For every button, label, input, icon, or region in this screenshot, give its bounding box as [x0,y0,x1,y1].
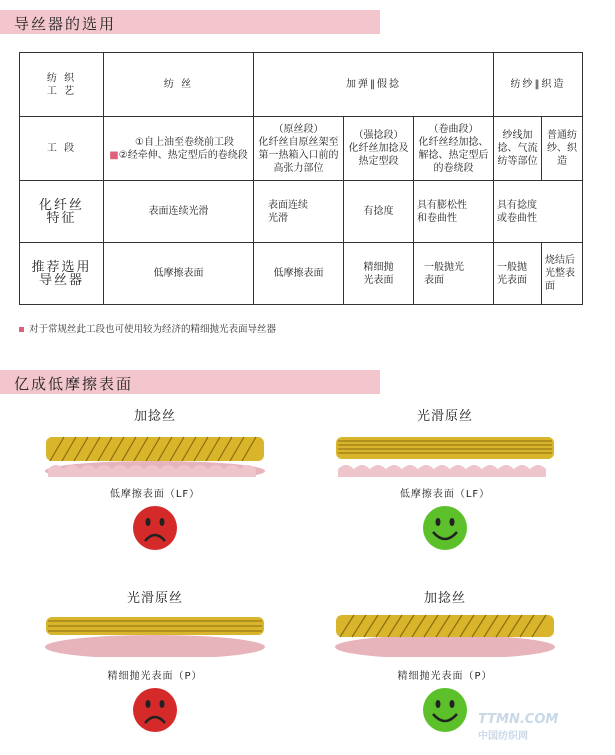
panel-4-caption: 精细抛光表面（P） [397,671,493,682]
panel-2-title: 光滑原丝 [416,409,473,424]
header-yarn: 纺纱‖织造 [494,53,583,117]
header-process: 纺 织 工 艺 [20,53,104,117]
tex-c-text: 化纤丝经加捻、解捻、热定型后的卷绕段 [418,136,489,174]
watermark-text-1: TTMN.COM [478,712,559,727]
row-label-feature: 化纤丝 特征 [20,181,104,243]
panel-2-caption: 低摩擦表面（LF） [399,489,491,500]
footnote [19,321,276,335]
panel-2 [330,403,615,573]
panel-1-title: 加捻丝 [133,409,176,424]
watermark [478,712,558,742]
panel-3 [40,585,340,755]
section-title-1: 导丝器的选用 [14,15,117,33]
cell-tex-a-section [254,117,344,181]
row-label-section: 工 段 [20,117,104,181]
happy-face-icon [422,505,468,551]
cell-tex-b-feature: 有捻度 [344,181,414,243]
cell-spinning-section [104,117,254,181]
selection-table [19,52,583,305]
bullet-icon [19,327,24,332]
footnote-text: 对于常规丝此工段也可使用较为经济的精细抛光表面导丝器 [29,324,277,335]
polished-surface [335,635,555,657]
spinning-section-2-text: ②经牵伸、热定型后的卷绕段 [118,149,248,161]
twisted-yarn-icon [46,437,264,461]
marker-icon: ■ [109,149,119,161]
cell-spinning-recommend: 低摩擦表面 [104,243,254,305]
cell-tex-b-recommend: 精细抛 光表面 [344,243,414,305]
panel-1-illustration [40,427,270,477]
cell-spinning-feature: 表面连续光滑 [104,181,254,243]
panel-1 [40,403,340,573]
section-title-2: 亿成低摩擦表面 [14,375,134,393]
cell-tex-c-section [414,117,494,181]
panel-3-caption: 精细抛光表面（P） [107,671,203,682]
spinning-section-1: ①自上油至卷绕前工段 [135,136,234,148]
cell-tex-a-recommend: 低摩擦表面 [254,243,344,305]
happy-face-icon [422,687,468,733]
tex-a-text: 化纤丝自原丝架至第一热箱入口前的高张力部位 [258,136,339,174]
cell-yarn-b-recommend: 烧结后 光整表面 [542,243,583,305]
tex-a-head: （原丝段） [273,123,324,135]
tex-c-head: （卷曲段） [428,123,479,135]
cell-tex-a-feature: 表面连续 光滑 [254,181,344,243]
panel-2-illustration [330,427,560,477]
cell-tex-c-recommend: 一般抛光 表面 [414,243,494,305]
sad-face-icon [132,505,178,551]
watermark-text-2: 中国纺织网 [478,731,528,742]
section-header-1 [0,10,380,34]
panel-4-illustration [330,607,560,657]
row-label-recommend: 推荐选用 导丝器 [20,243,104,305]
cell-tex-b-section [344,117,414,181]
polished-surface [45,635,265,657]
tex-b-head: （强捻段） [353,130,404,141]
spinning-section-2 [107,149,250,162]
cell-yarn-feature: 具有捻度 或卷曲性 [494,181,583,243]
smooth-yarn-icon [336,437,554,459]
tex-b-text: 化纤丝加捻及热定型段 [348,143,409,167]
header-spinning: 纺 丝 [104,53,254,117]
header-texturing: 加弹‖假捻 [254,53,494,117]
cell-yarn-a-recommend: 一般抛 光表面 [494,243,542,305]
panel-3-title: 光滑原丝 [126,591,183,606]
panel-4 [330,585,615,755]
twisted-yarn-icon [336,615,554,637]
cell-yarn-b-section: 普通纺纱、织造 [542,117,583,181]
rough-surface-bumps [338,465,546,477]
cell-yarn-a-section: 纱线加捻、气流纺等部位 [494,117,542,181]
sad-face-icon [132,687,178,733]
panel-1-caption: 低摩擦表面（LF） [109,489,201,500]
section-header-2 [0,370,380,394]
panel-3-illustration [40,607,270,657]
cell-tex-c-feature: 具有膨松性 和卷曲性 [414,181,494,243]
panel-4-title: 加捻丝 [423,591,466,606]
